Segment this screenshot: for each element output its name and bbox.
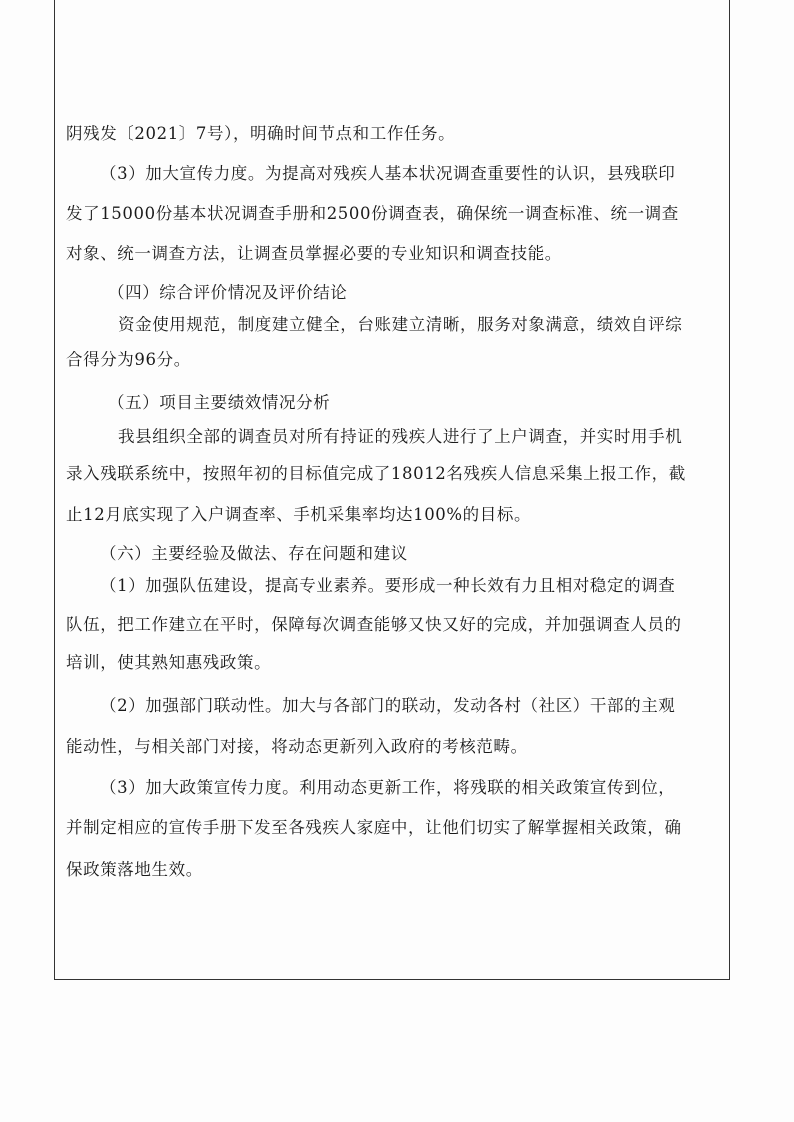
text-line: 对象、统一调查方法，让调查员掌握必要的专业知识和调查技能。 <box>66 244 562 263</box>
text-line: 合得分为96分。 <box>66 350 191 369</box>
section-heading: （五）项目主要绩效情况分析 <box>108 393 331 412</box>
text-line: 能动性，与相关部门对接，将动态更新列入政府的考核范畴。 <box>66 737 528 756</box>
text-line: 并制定相应的宣传手册下发至各残疾人家庭中，让他们切实了解掌握相关政策，确 <box>66 818 682 837</box>
text-line: （1）加强队伍建设，提高专业素养。要形成一种长效有力且相对稳定的调查 <box>100 576 676 595</box>
text-line: 止12月底实现了入户调查率、手机采集率均达100%的目标。 <box>66 505 532 524</box>
text-line: 培训，使其熟知惠残政策。 <box>66 653 272 672</box>
text-line: （3）加大政策宣传力度。利用动态更新工作，将残联的相关政策宣传到位， <box>100 778 676 797</box>
text-line: 资金使用规范，制度建立健全，台账建立清晰，服务对象满意，绩效自评综 <box>118 315 683 334</box>
text-line: 阴残发〔2021〕7号），明确时间节点和工作任务。 <box>66 124 456 143</box>
text-line: 发了15000份基本状况调查手册和2500份调查表，确保统一调查标准、统一调查 <box>66 204 679 223</box>
text-line: 我县组织全部的调查员对所有持证的残疾人进行了上户调查，并实时用手机 <box>118 427 683 446</box>
text-line: 录入残联系统中，按照年初的目标值完成了18012名残疾人信息采集上报工作，截 <box>66 464 686 483</box>
text-line: 队伍，把工作建立在平时，保障每次调查能够又快又好的完成，并加强调查人员的 <box>66 615 682 634</box>
section-heading: （六）主要经验及做法、存在问题和建议 <box>100 544 408 563</box>
text-line: 保政策落地生效。 <box>66 860 203 879</box>
section-heading: （四）综合评价情况及评价结论 <box>108 283 348 302</box>
text-line: （3）加大宣传力度。为提高对残疾人基本状况调查重要性的认识，县残联印 <box>100 164 676 183</box>
text-line: （2）加强部门联动性。加大与各部门的联动，发动各村（社区）干部的主观 <box>100 696 676 715</box>
